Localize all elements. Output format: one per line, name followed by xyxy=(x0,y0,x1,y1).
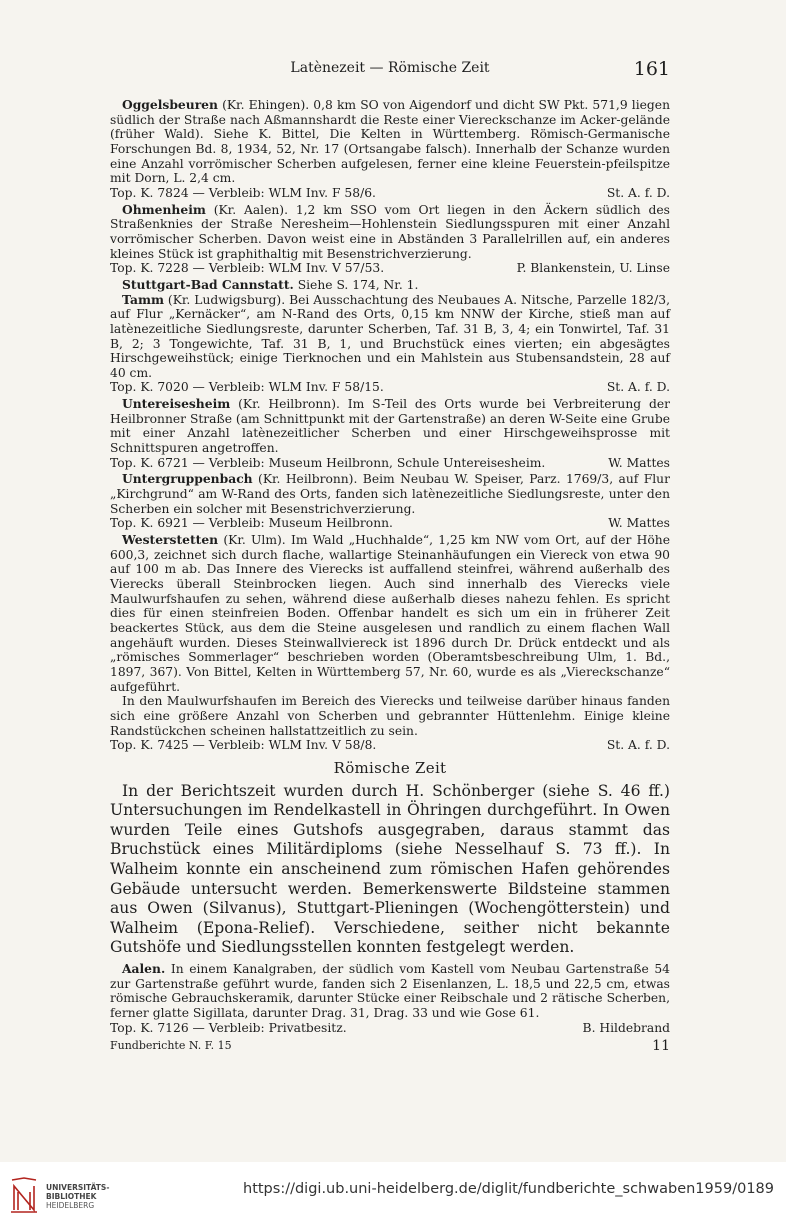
entry-reference xyxy=(110,1021,670,1036)
entry-reference xyxy=(110,380,670,395)
entry-reference xyxy=(110,516,670,531)
running-title: Latènezeit — Römische Zeit xyxy=(290,60,490,76)
entry-reference xyxy=(110,738,670,753)
entry-author: W. Mattes xyxy=(608,516,670,531)
journal-name: Fundberichte N. F. 15 xyxy=(110,1039,232,1053)
entry-name: Tamm xyxy=(122,291,164,307)
entry-author: St. A. f. D. xyxy=(606,738,670,753)
entry-author: St. A. f. D. xyxy=(606,185,670,200)
entry-author: B. Hildebrand xyxy=(582,1020,670,1035)
entry-topo: Top. K. 7126 — Verbleib: Privatbesitz. xyxy=(110,1020,347,1035)
entry-name: Untereisesheim xyxy=(122,396,231,412)
library-name-line: UNIVERSITÄTS- xyxy=(46,1183,110,1192)
entry xyxy=(110,533,670,753)
section-heading: Römische Zeit xyxy=(333,758,447,777)
entry xyxy=(110,203,670,276)
entry-text: (Kr. Ehingen). 0,8 km SO von Aigendorf und dicht SW Pkt. 571,9 liegen südlich der Straße nach Aßmannshardt die Reste einer Viereckschanze im Acker-gelände (früher Wald). Siehe K. Bittel, Die Kelten in Württemberg. Römisch-Germanische Forschungen Bd. 8, 1934, 52, Nr. 17 (Ortsangabe falsch). Innerhalb der Schanze wurden eine Anzahl vorrömischer Scherben aufgelesen, ferner eine kleine Feuerstein-pfeilspitze mit Dorn, L. 2,4 cm. xyxy=(110,98,670,186)
entry-author: W. Mattes xyxy=(608,455,670,470)
entry-name: Oggelsbeuren xyxy=(122,97,218,112)
entry xyxy=(110,397,670,470)
entry-topo: Top. K. 6921 — Verbleib: Museum Heilbronn. xyxy=(110,516,393,531)
entry-text: (Kr. Heilbronn). Im S-Teil des Orts wurde bei Verbreiterung der Heilbronner Straße (am Schnittpunkt mit der Gartenstraße) an deren W-Seite eine Grube mit einer Anzahl latènezeitlicher Scherben und einer Hirschgeweihsprosse mit Schnittspuren angetroffen. xyxy=(110,397,670,456)
library-name xyxy=(46,1183,109,1210)
entry-topo: Top. K. 7824 — Verbleib: WLM Inv. F 58/6. xyxy=(110,185,376,200)
entry-paragraph xyxy=(110,472,670,516)
signature-mark: 11 xyxy=(652,1038,670,1055)
entry-topo: Top. K. 6721 — Verbleib: Museum Heilbronn, Schule Untereisesheim. xyxy=(110,455,546,470)
entry-text: (Kr. Ulm). Im Wald „Huchhalde“, 1,25 km NW vom Ort, auf der Höhe 600,3, zeichnet sich durch flache, wallartige Steinanhäufungen ein Viereck von etwa 90 auf 100 m ab. Das Innere des Vierecks ist auffallend steinfrei, während außerhalb des Vierecks überall Steinbrocken liegen. Auch sind innerhalb des Vierecks viele Maulwurfshaufen zu sehen, während diese außerhalb dieses nahezu fehlen. Es spricht dies für einen steinfreien Boden. Offenbar handelt es sich um ein in früherer Zeit beackertes Stück, aus dem die Steine ausgelesen und randlich zu einem flachen Wall angehäuft wurden. Dieses Steinwallviereck ist 1896 durch Dr. Drück entdeckt und als „römisches Sommerlager“ beschrieben worden (Oberamtsbeschreibung Ulm, 1. Bd., 1897, 367). Von Bittel, Kelten in Württemberg 57, Nr. 60, wurde es als „Viereckschanze“ aufgeführt. xyxy=(110,533,670,694)
entry-name: Ohmenheim xyxy=(122,201,206,217)
entry-paragraph xyxy=(110,694,670,738)
entry-text: (Kr. Aalen). 1,2 km SSO vom Ort liegen in den Äckern südlich des Straßenknies der Straße Neresheim—Hohlenstein Siedlungsspuren mit einer Anzahl vorrömischer Scherben. Davon weist eine in Abständen 3 Parallelrillen auf, ein anderes kleines Stück ist graphithaltig mit Besenstrichverzierung. xyxy=(110,202,670,261)
entry-text: Siehe S. 174, Nr. 1. xyxy=(297,277,419,292)
entry xyxy=(110,98,670,201)
entry-reference xyxy=(110,456,670,471)
site-entries xyxy=(110,98,670,753)
page-number: 161 xyxy=(633,58,670,80)
running-header xyxy=(110,58,670,82)
entry-text: (Kr. Heilbronn). Beim Neubau W. Speiser, Parz. 1769/3, auf Flur „Kirchgrund“ am W-Rand des Orts, fanden sich latènezeitliche Siedlungsreste, unter den Scherben ein solcher mit Besenstrichverzierung. xyxy=(110,472,670,516)
section-intro: In der Berichtszeit wurden durch H. Schönberger (siehe S. 46 ff.) Untersuchungen im Rendelkastell in Öhringen durchgeführt. In Owen wurden Teile eines Gutshofs ausgegraben, daraus stammt das Bruchstück eines Militärdiploms (siehe Nesselhauf S. 73 ff.). In Walheim konnte ein anscheinend zum römischen Hafen gehörendes Gebäude untersucht werden. Bemerkenswerte Bildsteine stammen aus Owen (Silvanus), Stuttgart-Plieningen (Wochengötterstein) und Walheim (Epona-Relief). Verschiedene, seither nicht bekannte Gutshöfe und Siedlungsstellen konnten festgelegt werden. xyxy=(110,781,670,957)
entry-topo: Top. K. 7228 — Verbleib: WLM Inv. V 57/53. xyxy=(110,261,385,276)
entry-text: In einem Kanalgraben, der südlich vom Kastell vom Neubau Gartenstraße 54 zur Gartenstraße geführt wurde, fanden sich 2 Eisenlanzen, L. 18,5 und 22,5 cm, etwas römische Gebrauchskeramik, darunter Stücke einer Reibschale und 2 rätische Scherben, ferner glatte Sigillata, darunter Drag. 31, Drag. 33 und wie Gose 61. xyxy=(110,961,670,1020)
entry-topo: Top. K. 7020 — Verbleib: WLM Inv. F 58/15. xyxy=(110,380,384,395)
entry-name: Westerstetten xyxy=(122,532,219,548)
entry-paragraph xyxy=(110,533,670,694)
entry-paragraph xyxy=(110,278,670,293)
entry-text: (Kr. Ludwigsburg). Bei Ausschachtung des Neubaues A. Nitsche, Parzelle 182/3, auf Flur „Kernäcker“, am N-Rand des Orts, 0,15 km NNW der Kirche, stieß man auf latènezeitliche Siedlungsreste, darunter Scherben, Taf. 31 B, 3, 4; ein Tonwirtel, Taf. 31 B, 2; 3 Tongewichte, Taf. 31 B, 1, und Bruchstück eines vierten; ein abgesägtes Hirschgeweihstück; einige Tierknochen und ein Mahlstein aus Stubensandstein, 28 auf 40 cm. xyxy=(110,292,670,380)
library-name-line: BIBLIOTHEK xyxy=(46,1192,97,1201)
entry-author: St. A. f. D. xyxy=(606,380,670,395)
entry-reference xyxy=(110,261,670,276)
entry-author: P. Blankenstein, U. Linse xyxy=(516,261,670,276)
entry-paragraph xyxy=(110,397,670,456)
entry-name: Untergruppenbach xyxy=(122,471,253,487)
entry-topo: Top. K. 7425 — Verbleib: WLM Inv. V 58/8. xyxy=(110,738,377,753)
library-name-line: HEIDELBERG xyxy=(46,1201,95,1210)
entry xyxy=(110,293,670,396)
entry-name: Stuttgart-Bad Cannstatt. xyxy=(122,276,294,292)
library-logo-icon xyxy=(8,1176,40,1214)
entry-paragraph xyxy=(110,203,670,262)
entry-reference xyxy=(110,186,670,201)
entry-text: In den Maulwurfshaufen im Bereich des Vierecks und teilweise darüber hinaus fanden sich eine größere Anzahl von Scherben und gebrannter Hüttenlehm. Einige kleine Randstückchen scheinen hallstattzeitlich zu sein. xyxy=(110,694,670,738)
entry-paragraph xyxy=(110,293,670,381)
entry-paragraph xyxy=(110,98,670,186)
permalink-url[interactable]: https://digi.ub.uni-heidelberg.de/diglit/fundberichte_schwaben1959/0189 xyxy=(243,1181,774,1197)
entry-name: Aalen. xyxy=(122,960,166,976)
entry xyxy=(110,472,670,531)
page-content xyxy=(110,98,670,1054)
entry-aalen xyxy=(110,962,670,1035)
entry xyxy=(110,278,670,293)
page-footer xyxy=(110,1039,670,1054)
